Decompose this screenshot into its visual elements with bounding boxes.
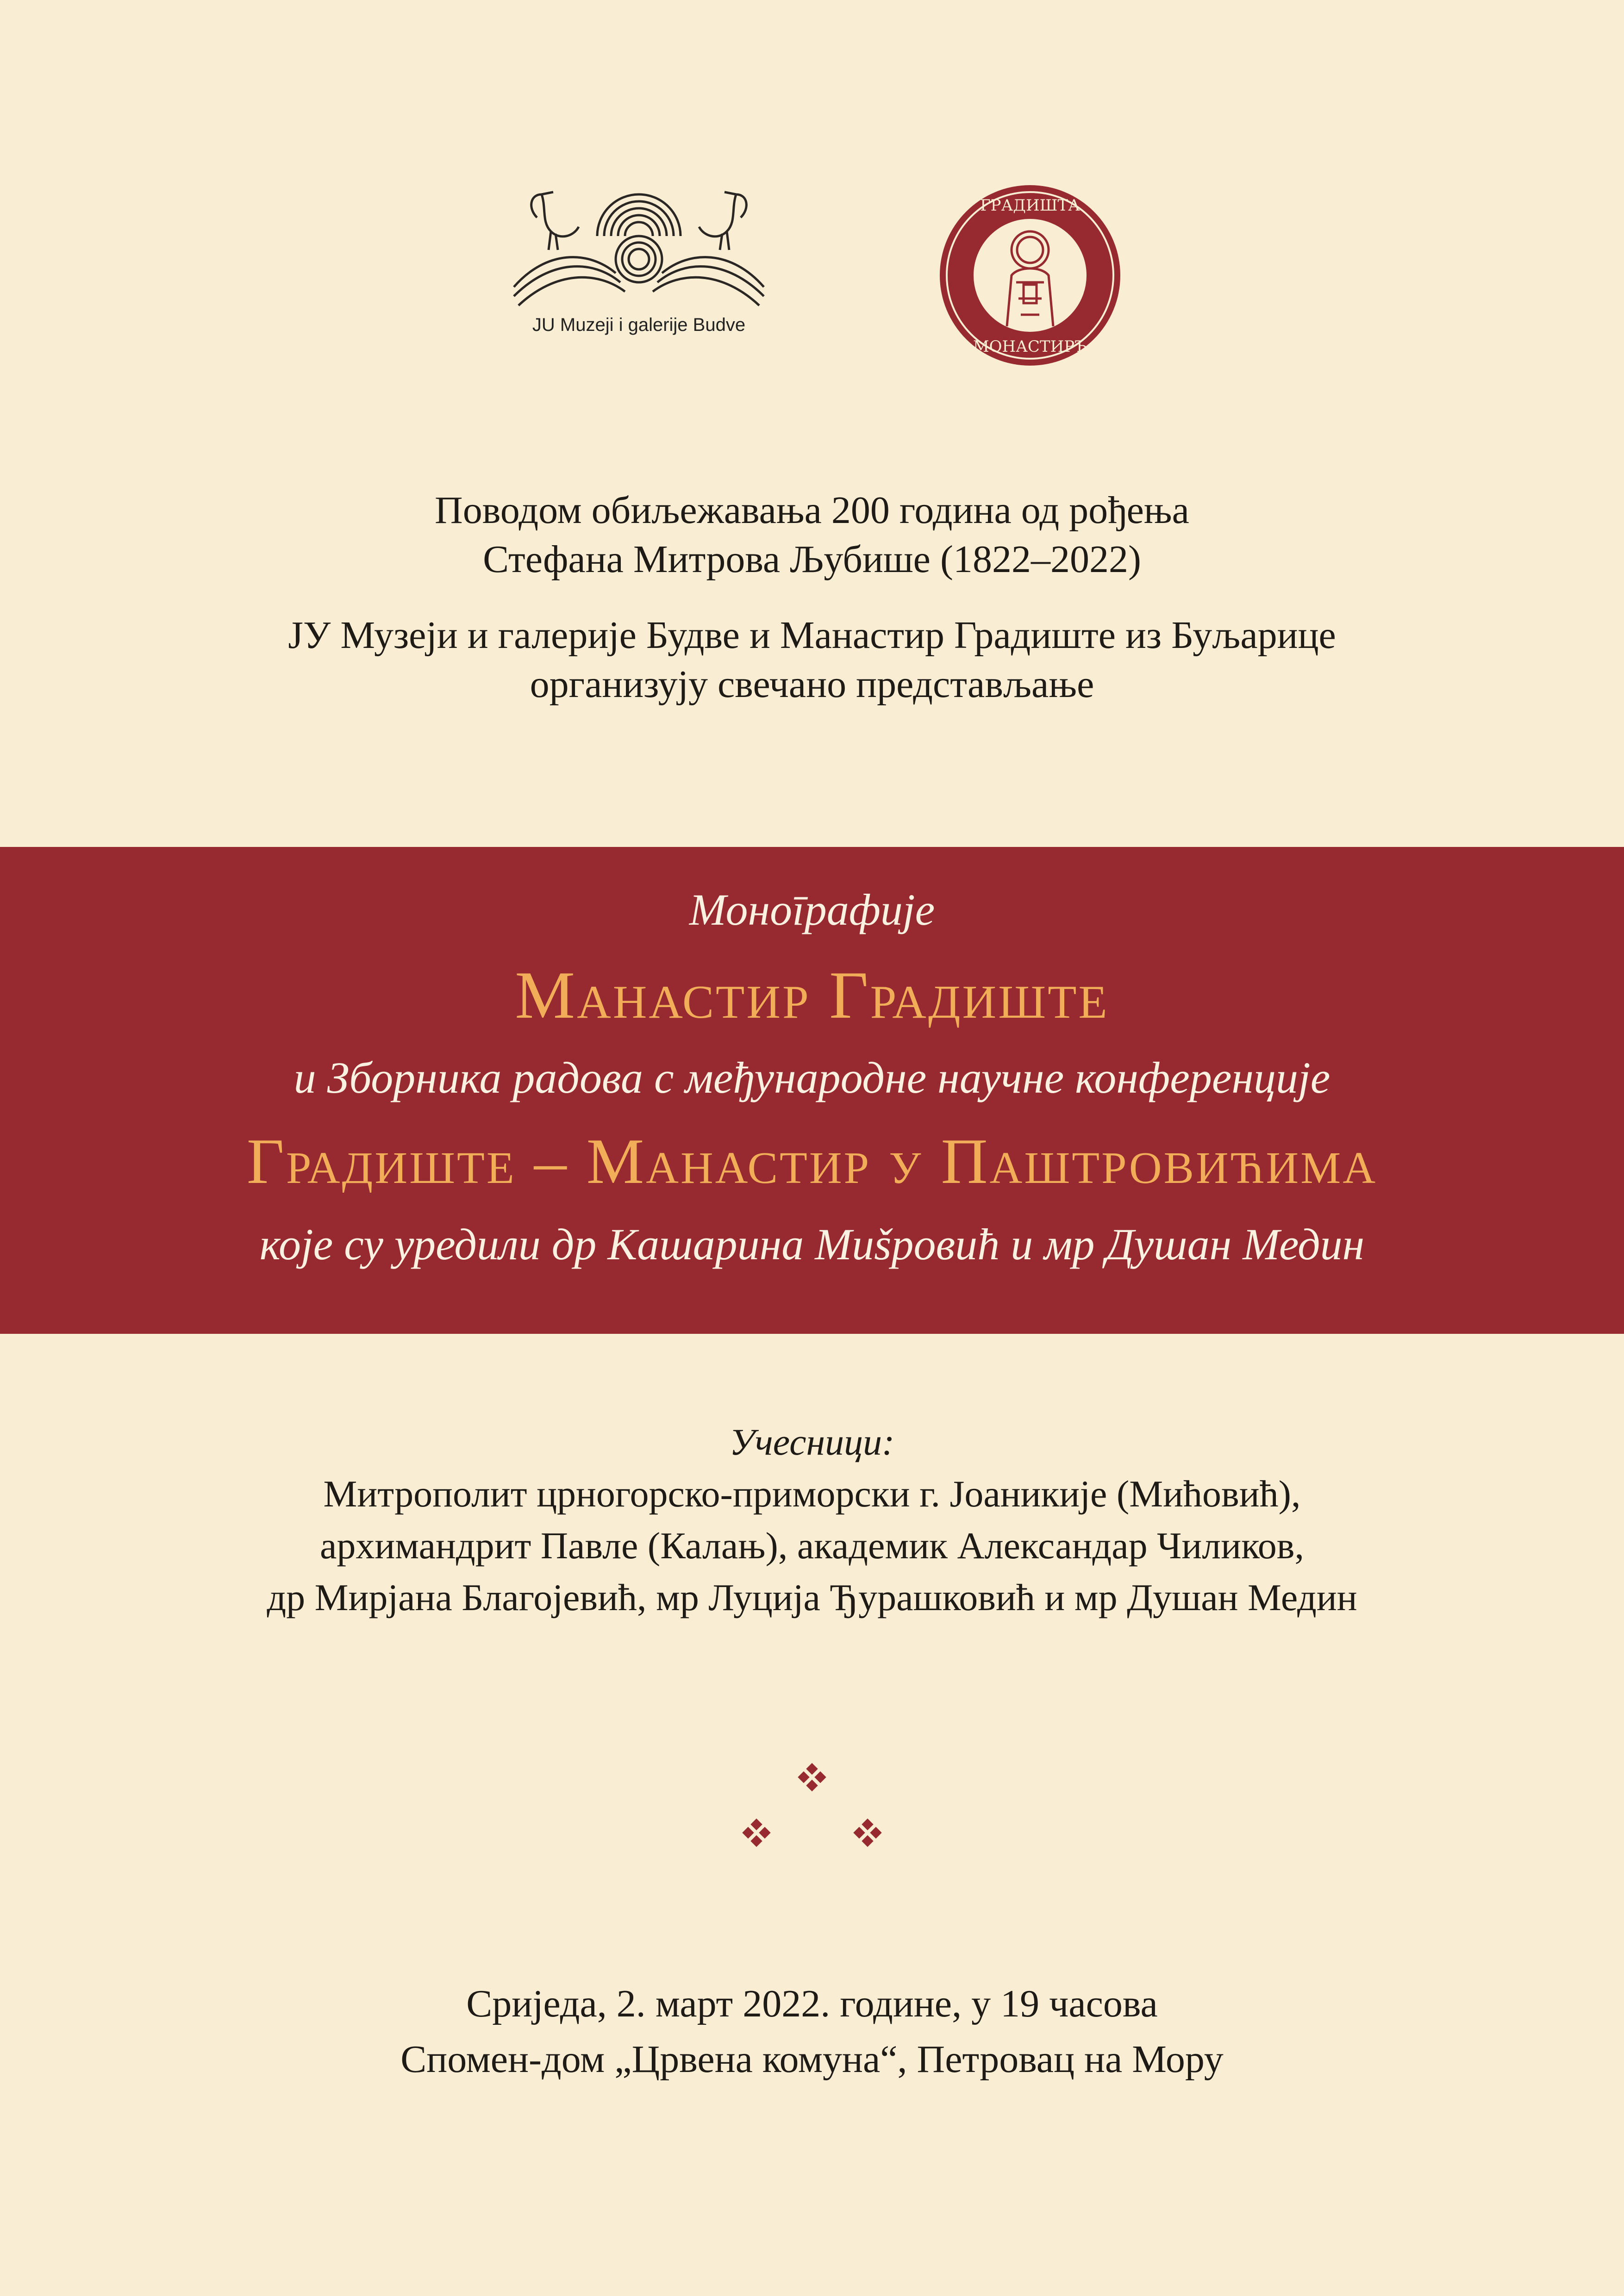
proceedings-title: Градиште – Манастир у Паштровићима xyxy=(246,1126,1378,1197)
participants-line-3: др Мирјана Благојевић, мр Луција Ђурашковић и мр Душан Медин xyxy=(267,1576,1357,1618)
monograph-title: Манастир Градиште xyxy=(515,958,1109,1033)
diamond-cross-ornament-icon xyxy=(722,1754,902,1865)
band-line-1: Моноīрафије xyxy=(689,885,935,934)
participants-line-1: Митрополит црногорско-приморски г. Јоаникије (Мићовић), xyxy=(323,1473,1301,1515)
event-date: Сриједа, 2. март 2022. године, у 19 часова xyxy=(466,1982,1158,2025)
intro-line-4: организују свечано представљање xyxy=(530,663,1094,706)
museum-herons-rings-icon xyxy=(509,180,768,315)
participants-heading: Учесници: xyxy=(729,1421,895,1463)
intro-line-3: ЈУ Музеји и галерије Будве и Манастир Градиште из Буљарице xyxy=(288,614,1336,657)
logos xyxy=(0,180,1624,366)
event-venue: Спомен-дом „Црвена комуна“, Петровац на Мору xyxy=(400,2038,1224,2081)
monastery-seal-icon xyxy=(937,183,1123,368)
participants xyxy=(0,1416,1624,1624)
svg-text:ГРАДИШТА: ГРАДИШТА xyxy=(980,196,1080,215)
intro-text xyxy=(0,486,1624,709)
svg-text:МОНАСТИРЪ: МОНАСТИРЪ xyxy=(973,337,1087,356)
band-line-5: које су уредили др Кашарина Миšровић и мр Душан Медин xyxy=(259,1220,1365,1269)
event-details xyxy=(0,1976,1624,2087)
museum-caption: JU Muzeji i galerije Budve xyxy=(532,315,746,335)
ornament xyxy=(722,1754,902,1865)
participants-line-2: архимандрит Павле (Калањ), академик Александар Чиликов, xyxy=(320,1524,1304,1567)
title-band xyxy=(0,847,1624,1334)
band-line-3: и Зборника радова с међународне научне конференције xyxy=(294,1053,1330,1102)
intro-line-1: Поводом обиљежавања 200 година од рођења xyxy=(435,489,1189,532)
monastery-seal xyxy=(937,183,1123,368)
museum-logo xyxy=(509,180,768,347)
intro-line-2: Стефана Митрова Љубише (1822–2022) xyxy=(483,538,1141,581)
